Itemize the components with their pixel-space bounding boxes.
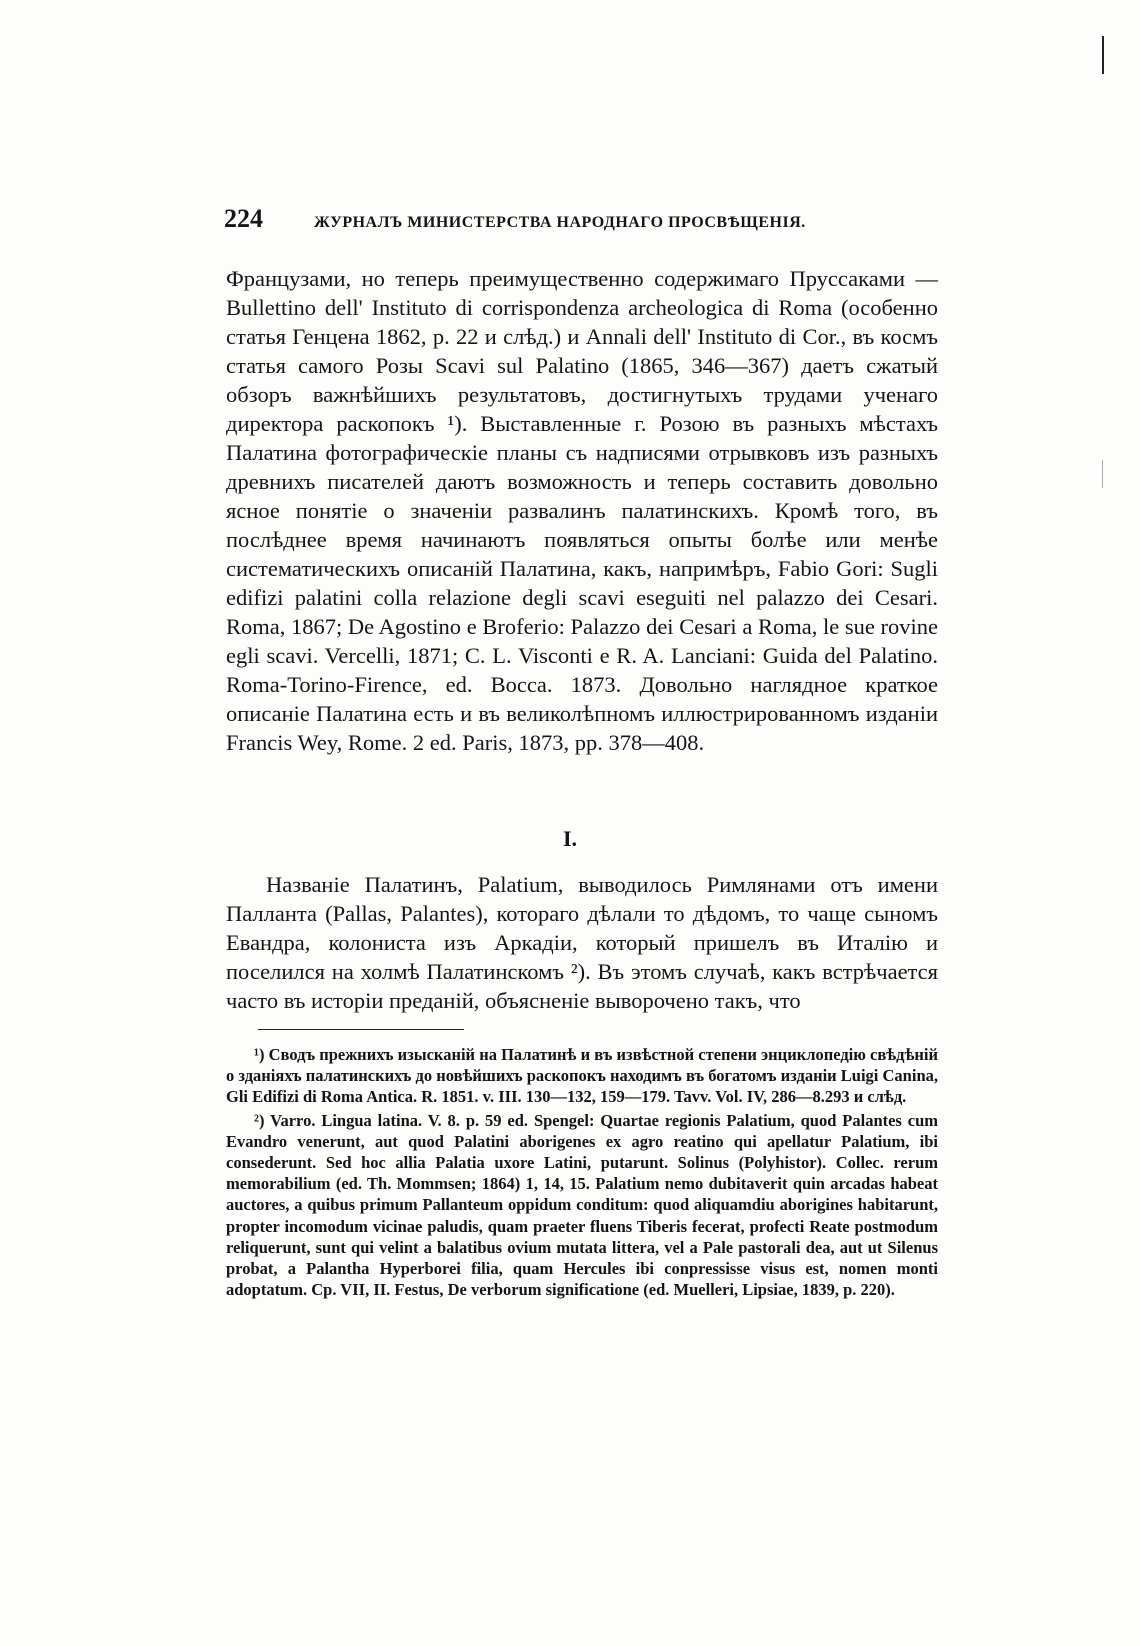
footnote-text: Varro. Lingua latina. V. 8. p. 59 ed. Spengel: Quartae regionis Palatium, quod Palantes cum Evandro venerunt, aut quod Palatini aborigenes ex agro reatino qui apellatur Palatium, ibi consederunt. Sed hoc allia Palatia uxore Latini, putarunt. Solinus (Polyhistor). Collec. rerum memorabilium (ed. Th. Mommsen; 1864) 1, 14, 15. Palatium nemo dubitaverit quin arcadas habeat auctores, a quibus primum Pallanteum oppidum conditum: quod aliquamdiu aborigines habitarunt, propter incomodum vicinae paludis, quam praeter fluens Tiberis fecerat, profecti Reate postmodum reliquerunt, sunt qui velint a balatibus ovium mutata littera, vel a Pale pastorali dea, aut ut Silenus probat, a Palantha Hyperborei filia, quam Hercules ibi conpressisse visus est, nomen monti adoptatum. Cp. VII, II. Festus, De verborum significatione (ed. Muelleri, Lipsiae, 1839, p. 220).	[226, 1110, 938, 1300]
scan-edge-mark	[1102, 36, 1104, 74]
footnote-marker: ²)	[254, 1110, 265, 1130]
journal-title: ЖУРНАЛЪ МИНИСТЕРСТВА НАРОДНАГО ПРОСВѢЩЕНІЯ.	[314, 214, 806, 231]
footnotes	[226, 1044, 938, 1302]
footnote	[226, 1110, 938, 1301]
page-number: 224	[224, 204, 263, 233]
body-paragraph: Названіе Палатинъ, Palatium, выводилось Римлянами отъ имени Палланта (Pallas, Palantes), котораго дѣлали то дѣдомъ, то чаще сыномъ Евандра, колониста изъ Аркадіи, который пришелъ въ Италію и поселился на холмѣ Палатинскомъ ²). Въ этомъ случаѣ, какъ встрѣчается часто въ исторіи преданій, объясненіе выворочено такъ, что	[226, 872, 938, 1013]
footnote-divider	[258, 1029, 464, 1030]
footnote-text: Сводъ прежнихъ изысканій на Палатинѣ и въ извѣстной степени энциклопедію свѣдѣній о зданіяхъ палатинскихъ до новѣйшихъ раскопокъ находимъ въ богатомъ изданіи Luigi Canina, Gli Edifizi di Roma Antica. R. 1851. v. III. 130—132, 159—179. Tavv. Vol. IV, 286—8.293 и слѣд.	[226, 1045, 938, 1107]
running-head	[224, 204, 940, 234]
footnote-marker: ¹)	[254, 1045, 265, 1064]
scan-edge-mark	[1102, 460, 1103, 488]
footnote	[226, 1044, 938, 1108]
body-paragraph: Французами, но теперь преимущественно содержимаго Пруссаками — Bullettino dell' Instituto di corrispondenza archeologica di Roma (особенно статья Генцена 1862, p. 22 и слѣд.) и Annali dell' Instituto di Cor., въ космъ статья самого Розы Scavi sul Palatino (1865, 346—367) даетъ сжатый обзоръ важнѣйшихъ результатовъ, достигнутыхъ трудами ученаго директора раскопокъ ¹). Выставленные г. Розою въ разныхъ мѣстахъ Палатина фотографическіе планы съ надписями отрывковъ изъ разныхъ древнихъ писателей даютъ возможность и теперь составить довольно ясное понятіе о значеніи развалинъ палатинскихъ. Кромѣ того, въ послѣднее время начинаютъ появляться опыты болѣе или менѣе систематическихъ описаній Палатина, какъ, напримѣръ, Fabio Gori: Sugli edifizi palatini colla relazione degli scavi eseguiti nel palazzo dei Cesari. Roma, 1867; De Agostino e Broferio: Palazzo dei Cesari a Roma, le sue rovine egli scavi. Vercelli, 1871; C. L. Visconti e R. A. Lanciani: Guida del Palatino. Roma-Torino-Firence, ed. Bocca. 1873. Довольно наглядное краткое описаніе Палатина есть и въ великолѣпномъ иллюстрированномъ изданіи Francis Wey, Rome. 2 ed. Paris, 1873, pp. 378—408.	[226, 266, 938, 755]
section-heading: I.	[562, 826, 578, 851]
